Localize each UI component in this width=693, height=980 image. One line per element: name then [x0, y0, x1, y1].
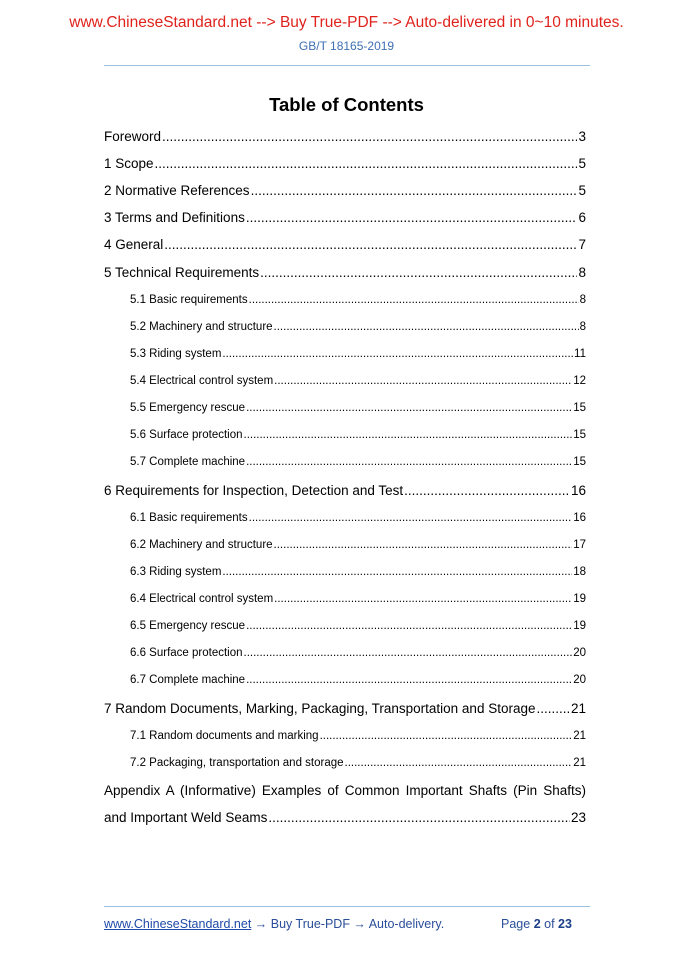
footer-of-word: of	[544, 917, 555, 931]
toc-entry-page: 11	[574, 348, 586, 360]
toc-entry[interactable]	[104, 210, 586, 225]
toc-leader-dots	[274, 593, 572, 605]
toc-entry[interactable]	[130, 730, 586, 742]
toc-entry-label: 5.3 Riding system	[130, 348, 222, 360]
toc-entry-label: 6.4 Electrical control system	[130, 593, 274, 605]
footer-site-link[interactable]: www.ChineseStandard.net	[104, 917, 252, 931]
toc-leader-dots	[268, 810, 570, 825]
toc-entry-page: 6	[578, 210, 586, 225]
toc-entry-label: and Important Weld Seams	[104, 810, 268, 825]
toc-entry-label: 5.2 Machinery and structure	[130, 321, 273, 333]
toc-entry-page: 20	[573, 674, 586, 686]
footer-tagline: → Buy True-PDF → Auto-delivery.	[254, 917, 445, 931]
toc-entry-label: 5.7 Complete machine	[130, 456, 246, 468]
toc-entry-page: 17	[573, 539, 586, 551]
footer-page-indicator	[501, 917, 572, 931]
footer-left	[104, 917, 444, 931]
toc-entry-label: 5 Technical Requirements	[104, 265, 260, 280]
toc-leader-dots	[246, 674, 572, 686]
standard-number: GB/T 18165-2019	[298, 39, 395, 53]
toc-leader-dots	[222, 566, 572, 578]
toc-entry[interactable]	[130, 757, 586, 769]
toc-entry-page: 5	[578, 156, 586, 171]
toc-leader-dots	[404, 483, 570, 498]
toc-entry[interactable]	[104, 483, 586, 498]
toc-leader-dots	[274, 321, 579, 333]
toc-entry-page: 12	[573, 375, 586, 387]
toc-leader-dots	[244, 429, 573, 441]
toc-entry[interactable]	[104, 265, 586, 280]
toc-entry-page: 21	[573, 730, 586, 742]
toc-entry-label: 7 Random Documents, Marking, Packaging, Transportation and Storage	[104, 701, 536, 716]
toc-entry-page: 7	[578, 237, 586, 252]
toc-leader-dots	[222, 348, 573, 360]
toc-entry[interactable]	[104, 156, 586, 171]
toc-leader-dots	[249, 294, 579, 306]
toc-entry-page: 16	[570, 483, 586, 498]
toc-entry-label: 6 Requirements for Inspection, Detection and Test	[104, 483, 404, 498]
toc-entry[interactable]	[130, 456, 586, 468]
toc-leader-dots	[246, 402, 572, 414]
toc-leader-dots	[249, 512, 573, 524]
toc-entry-label: 5.5 Emergency rescue	[130, 402, 246, 414]
toc-entry-label: 6.5 Emergency rescue	[130, 620, 246, 632]
toc-entry-label: 3 Terms and Definitions	[104, 210, 245, 225]
footer-page-word: Page	[501, 917, 531, 931]
toc-entry-page: 21	[570, 701, 586, 716]
toc-leader-dots	[244, 647, 573, 659]
toc-entry[interactable]	[130, 402, 586, 414]
header-divider	[104, 65, 590, 66]
toc-entry-label: 7.1 Random documents and marking	[130, 730, 319, 742]
toc-entry[interactable]	[130, 566, 586, 578]
toc-entry-page: 19	[573, 620, 586, 632]
toc-entry[interactable]	[104, 129, 586, 144]
toc-leader-dots	[345, 757, 573, 769]
toc-leader-dots	[274, 375, 572, 387]
footer-total-pages: 23	[558, 917, 572, 931]
toc-entry-page: 5	[578, 183, 586, 198]
toc-leader-dots	[251, 183, 578, 198]
toc-entry[interactable]	[130, 593, 586, 605]
toc-entry-label: 2 Normative References	[104, 183, 250, 198]
toc-leader-dots	[274, 539, 573, 551]
toc-leader-dots	[537, 701, 570, 716]
toc-appendix-line1[interactable]: Appendix A (Informative) Examples of Common Important Shafts (Pin Shafts)	[104, 783, 586, 798]
footer-current-page: 2	[533, 917, 541, 931]
toc-entry-label: 5.6 Surface protection	[130, 429, 243, 441]
toc-entry[interactable]	[130, 429, 586, 441]
toc-entry-page: 23	[570, 810, 586, 825]
footer-divider	[104, 906, 590, 907]
toc-entry-label: 6.1 Basic requirements	[130, 512, 248, 524]
toc-leader-dots	[155, 156, 578, 171]
toc-appendix-line2[interactable]	[104, 810, 586, 825]
toc-entry-page: 20	[573, 647, 586, 659]
toc-entry-label: 5.4 Electrical control system	[130, 375, 274, 387]
toc-entry-label: 6.7 Complete machine	[130, 674, 246, 686]
toc-leader-dots	[246, 456, 572, 468]
toc-entry-label: 4 General	[104, 237, 164, 252]
toc-entry[interactable]	[130, 294, 586, 306]
toc-entry[interactable]	[130, 539, 586, 551]
toc-entry-label: 7.2 Packaging, transportation and storage	[130, 757, 344, 769]
toc-entry-label: 6.6 Surface protection	[130, 647, 243, 659]
toc-entry-label: 6.2 Machinery and structure	[130, 539, 273, 551]
toc-entry-label: Foreword	[104, 129, 162, 144]
page-title: Table of Contents	[269, 94, 424, 115]
toc-entry-label: 5.1 Basic requirements	[130, 294, 248, 306]
toc-entry[interactable]	[104, 237, 586, 252]
toc-entry[interactable]	[130, 348, 586, 360]
toc-entry[interactable]	[130, 375, 586, 387]
toc-entry-page: 8	[579, 321, 586, 333]
toc-entry[interactable]	[130, 674, 586, 686]
toc-entry-page: 15	[573, 402, 586, 414]
toc-entry-page: 8	[579, 294, 586, 306]
toc-leader-dots	[260, 265, 577, 280]
toc-entry[interactable]	[130, 321, 586, 333]
toc-leader-dots	[246, 210, 578, 225]
toc-entry-label: 6.3 Riding system	[130, 566, 222, 578]
toc-entry[interactable]	[130, 620, 586, 632]
toc-leader-dots	[246, 620, 572, 632]
top-banner: www.ChineseStandard.net --> Buy True-PDF --> Auto-delivered in 0~10 minutes.	[69, 14, 624, 31]
toc-entry-page: 21	[573, 757, 586, 769]
toc-leader-dots	[164, 237, 577, 252]
toc-entry[interactable]	[130, 647, 586, 659]
toc-entry[interactable]	[104, 183, 586, 198]
toc-entry-page: 16	[573, 512, 586, 524]
toc-leader-dots	[162, 129, 577, 144]
toc-leader-dots	[320, 730, 573, 742]
toc-entry-page: 18	[573, 566, 586, 578]
toc-entry-label: 1 Scope	[104, 156, 154, 171]
toc-entry-page: 19	[573, 593, 586, 605]
toc-entry[interactable]	[130, 512, 586, 524]
toc-entry-page: 15	[573, 456, 586, 468]
toc-entry[interactable]	[104, 701, 586, 716]
toc-entry-page: 15	[573, 429, 586, 441]
toc-entry-page: 3	[578, 129, 586, 144]
toc-entry-page: 8	[578, 265, 586, 280]
